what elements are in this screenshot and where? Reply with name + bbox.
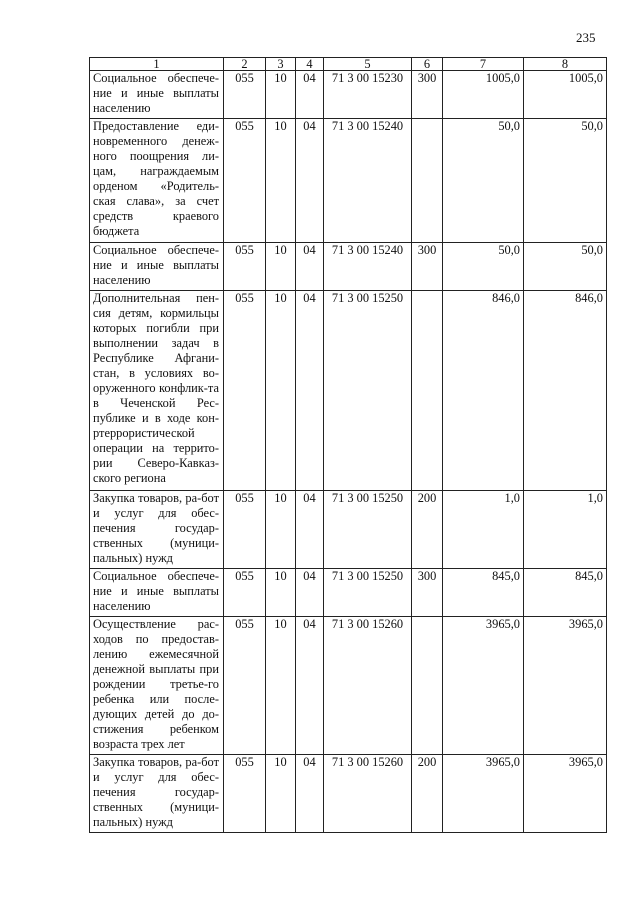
section-cell: 10 bbox=[266, 755, 296, 833]
table-row bbox=[90, 243, 607, 291]
row-name-cell: Социальное обеспече-ние и иные выплаты населению bbox=[90, 71, 224, 119]
column-header: 7 bbox=[443, 58, 524, 71]
section-cell: 10 bbox=[266, 617, 296, 755]
table-row bbox=[90, 119, 607, 243]
amount-cell: 1005,0 bbox=[443, 71, 524, 119]
target-article-cell: 71 3 00 15250 bbox=[324, 569, 412, 617]
column-header: 2 bbox=[224, 58, 266, 71]
section-cell: 10 bbox=[266, 243, 296, 291]
amount-cell: 1,0 bbox=[524, 491, 607, 569]
amount-cell: 50,0 bbox=[443, 119, 524, 243]
section-cell: 10 bbox=[266, 119, 296, 243]
subsection-cell: 04 bbox=[296, 755, 324, 833]
subsection-cell: 04 bbox=[296, 491, 324, 569]
column-header: 3 bbox=[266, 58, 296, 71]
target-article-cell: 71 3 00 15260 bbox=[324, 755, 412, 833]
table-row bbox=[90, 71, 607, 119]
ministry-code-cell: 055 bbox=[224, 569, 266, 617]
amount-cell: 845,0 bbox=[443, 569, 524, 617]
amount-cell: 846,0 bbox=[443, 291, 524, 491]
amount-cell: 3965,0 bbox=[524, 755, 607, 833]
amount-cell: 50,0 bbox=[524, 119, 607, 243]
column-header: 1 bbox=[90, 58, 224, 71]
row-name-cell: Закупка товаров, ра-бот и услуг для обес-печения государ-ственных (муници-пальных) нужд bbox=[90, 491, 224, 569]
column-header: 4 bbox=[296, 58, 324, 71]
expense-type-cell bbox=[412, 119, 443, 243]
ministry-code-cell: 055 bbox=[224, 617, 266, 755]
target-article-cell: 71 3 00 15240 bbox=[324, 119, 412, 243]
expense-type-cell: 300 bbox=[412, 569, 443, 617]
page-number: 235 bbox=[576, 30, 596, 45]
subsection-cell: 04 bbox=[296, 243, 324, 291]
amount-cell: 846,0 bbox=[524, 291, 607, 491]
amount-cell: 1,0 bbox=[443, 491, 524, 569]
amount-cell: 3965,0 bbox=[443, 755, 524, 833]
table-header-row bbox=[90, 58, 607, 71]
section-cell: 10 bbox=[266, 291, 296, 491]
column-header: 8 bbox=[524, 58, 607, 71]
row-name-cell: Дополнительная пен-сия детям, кормильцы которых погибли при выполнении задач в Республике Афгани-стан, в условиях во-оруженного конфлик-та в Чеченской Рес-публике и в ходе кон-ртеррористической операции на террито-рии Северо-Кавказ-ского региона bbox=[90, 291, 224, 491]
row-name-cell: Закупка товаров, ра-бот и услуг для обес-печения государ-ственных (муници-пальных) нужд bbox=[90, 755, 224, 833]
amount-cell: 50,0 bbox=[443, 243, 524, 291]
subsection-cell: 04 bbox=[296, 291, 324, 491]
amount-cell: 3965,0 bbox=[524, 617, 607, 755]
expense-type-cell bbox=[412, 617, 443, 755]
target-article-cell: 71 3 00 15260 bbox=[324, 617, 412, 755]
expense-type-cell: 300 bbox=[412, 243, 443, 291]
row-name-cell: Социальное обеспече-ние и иные выплаты населению bbox=[90, 243, 224, 291]
section-cell: 10 bbox=[266, 491, 296, 569]
target-article-cell: 71 3 00 15230 bbox=[324, 71, 412, 119]
row-name-cell: Предоставление еди-новременного денеж-ного поощрения ли-цам, награждаемым орденом «Родитель-ская слава», за счет средств краевого бюджета bbox=[90, 119, 224, 243]
amount-cell: 3965,0 bbox=[443, 617, 524, 755]
expense-type-cell: 200 bbox=[412, 755, 443, 833]
row-name-cell: Социальное обеспече-ние и иные выплаты населению bbox=[90, 569, 224, 617]
table-row bbox=[90, 491, 607, 569]
ministry-code-cell: 055 bbox=[224, 119, 266, 243]
table-row bbox=[90, 755, 607, 833]
table-row bbox=[90, 617, 607, 755]
amount-cell: 50,0 bbox=[524, 243, 607, 291]
ministry-code-cell: 055 bbox=[224, 71, 266, 119]
expense-type-cell: 200 bbox=[412, 491, 443, 569]
target-article-cell: 71 3 00 15250 bbox=[324, 491, 412, 569]
ministry-code-cell: 055 bbox=[224, 243, 266, 291]
column-header: 5 bbox=[324, 58, 412, 71]
table-row bbox=[90, 291, 607, 491]
ministry-code-cell: 055 bbox=[224, 755, 266, 833]
target-article-cell: 71 3 00 15240 bbox=[324, 243, 412, 291]
section-cell: 10 bbox=[266, 569, 296, 617]
expense-type-cell bbox=[412, 291, 443, 491]
budget-table bbox=[89, 57, 607, 833]
expense-type-cell: 300 bbox=[412, 71, 443, 119]
table-row bbox=[90, 569, 607, 617]
ministry-code-cell: 055 bbox=[224, 491, 266, 569]
subsection-cell: 04 bbox=[296, 617, 324, 755]
subsection-cell: 04 bbox=[296, 119, 324, 243]
amount-cell: 845,0 bbox=[524, 569, 607, 617]
target-article-cell: 71 3 00 15250 bbox=[324, 291, 412, 491]
amount-cell: 1005,0 bbox=[524, 71, 607, 119]
subsection-cell: 04 bbox=[296, 71, 324, 119]
subsection-cell: 04 bbox=[296, 569, 324, 617]
section-cell: 10 bbox=[266, 71, 296, 119]
column-header: 6 bbox=[412, 58, 443, 71]
row-name-cell: Осуществление рас-ходов по предостав-лению ежемесячной денежной выплаты при рождении третье-го ребенка или после-дующих детей до до-стижения ребенком возраста трех лет bbox=[90, 617, 224, 755]
ministry-code-cell: 055 bbox=[224, 291, 266, 491]
